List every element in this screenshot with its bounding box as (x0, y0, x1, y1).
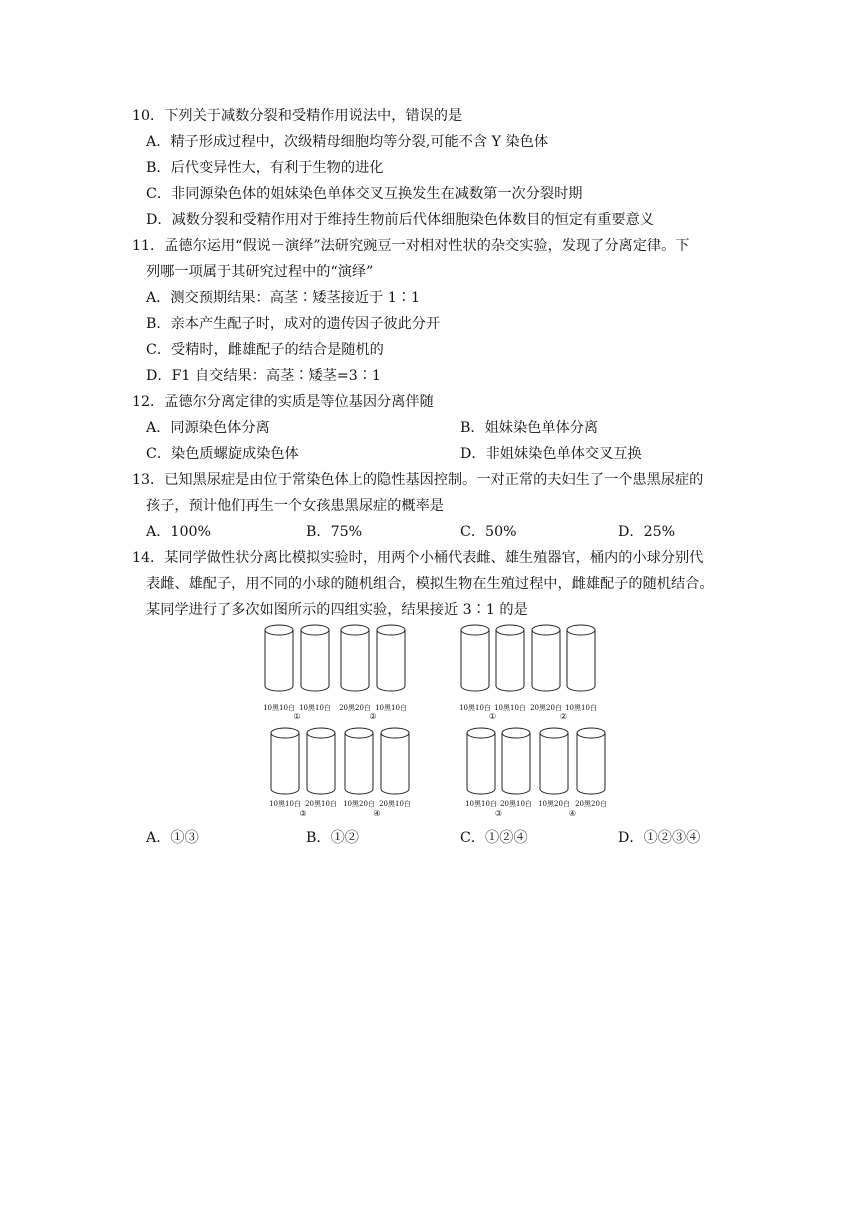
q11-option-c: C．受精时，雌雄配子的结合是随机的 (146, 342, 384, 358)
bucket-left-bottom-3 (345, 728, 373, 794)
bucket-right-top-4 (567, 625, 595, 691)
q12-option-d: D．非姐妹染色单体交叉互换 (460, 446, 642, 462)
group-label-right-4: ④ (568, 809, 577, 818)
bucket-figure (255, 620, 615, 825)
bucket-label-left-top-4: 10黑10白 (375, 704, 407, 712)
group-label-right-1: ① (488, 712, 497, 721)
bucket-right-bottom-4 (577, 728, 605, 794)
q10-option-b: B．后代变异性大，有利于生物的进化 (146, 160, 384, 176)
q11-option-d: D．F1 自交结果：高茎∶矮茎=3∶1 (146, 368, 381, 384)
bucket-left-top-2 (301, 625, 329, 691)
bucket-label-left-bottom-1: 10黑10白 (269, 800, 301, 808)
bucket-right-bottom-2 (502, 728, 530, 794)
bucket-figure-svg (255, 620, 615, 825)
q14-option-c: C．①②④ (460, 830, 528, 846)
q14-stem-line2: 表雌、雄配子，用不同的小球的随机组合，模拟生物在生殖过程中，雌雄配子的随机结合。 (146, 576, 714, 592)
bucket-right-top-1 (461, 625, 489, 691)
q10-stem: 10．下列关于减数分裂和受精作用说法中，错误的是 (132, 108, 463, 124)
bucket-label-right-bottom-1: 10黑10白 (465, 800, 497, 808)
bucket-label-left-bottom-3: 10黑20白 (343, 800, 375, 808)
bucket-label-right-top-1: 10黑10白 (459, 704, 491, 712)
bucket-left-bottom-1 (271, 728, 299, 794)
bucket-label-left-top-3: 20黑20白 (339, 704, 371, 712)
bucket-right-bottom-1 (467, 728, 495, 794)
q12-stem: 12．孟德尔分离定律的实质是等位基因分离伴随 (132, 394, 434, 410)
group-label-left-1: ① (293, 712, 301, 721)
bucket-left-top-1 (265, 625, 293, 691)
bucket-label-right-top-4: 10黑10白 (565, 704, 597, 712)
q10-option-d: D．减数分裂和受精作用对于维持生物前后代体细胞染色体数目的恒定有重要意义 (146, 212, 654, 228)
bucket-right-top-3 (532, 625, 560, 691)
q13-stem-line2: 孩子，预计他们再生一个女孩患黑尿症的概率是 (146, 498, 444, 514)
q14-option-d: D．①②③④ (618, 830, 701, 846)
bucket-right-top-2 (496, 625, 524, 691)
group-label-right-2: ② (559, 712, 568, 721)
bucket-label-left-bottom-4: 20黑10白 (379, 800, 411, 808)
bucket-label-left-top-2: 10黑10白 (299, 704, 331, 712)
q13-option-c: C．50% (460, 524, 517, 540)
bucket-label-right-bottom-3: 10黑20白 (538, 800, 570, 808)
q13-stem-line1: 13．已知黑尿症是由位于常染色体上的隐性基因控制。一对正常的夫妇生了一个患黑尿症的 (132, 472, 704, 488)
bucket-left-top-3 (341, 625, 369, 691)
q10-option-c: C．非同源染色体的姐妹染色单体交叉互换发生在减数第一次分裂时期 (146, 186, 583, 202)
q11-stem-line2: 列哪一项属于其研究过程中的“演绎” (146, 264, 374, 280)
bucket-label-right-bottom-2: 20黑10白 (500, 800, 532, 808)
q14-option-b: B．①② (306, 830, 359, 846)
q12-option-a: A．同源染色体分离 (146, 420, 270, 436)
group-label-left-4: ④ (373, 809, 381, 818)
q11-option-b: B．亲本产生配子时，成对的遗传因子彼此分开 (146, 316, 441, 332)
bucket-left-bottom-2 (307, 728, 335, 794)
q12-option-b: B．姐妹染色单体分离 (460, 420, 599, 436)
q14-stem-line1: 14．某同学做性状分离比模拟实验时，用两个小桶代表雌、雄生殖器官，桶内的小球分别代 (132, 550, 704, 566)
q13-option-a: A．100% (146, 524, 211, 540)
q10-option-a: A．精子形成过程中，次级精母细胞均等分裂,可能不含 Y 染色体 (146, 134, 549, 150)
bucket-label-left-bottom-2: 20黑10白 (305, 800, 337, 808)
q13-option-b: B．75% (306, 524, 363, 540)
bucket-label-right-top-3: 20黑20白 (530, 704, 562, 712)
q12-option-c: C．染色质螺旋成染色体 (146, 446, 299, 462)
group-label-left-3: ③ (299, 809, 307, 818)
bucket-label-right-bottom-4: 20黑20白 (575, 800, 607, 808)
bucket-label-left-top-1: 10黑10白 (263, 704, 295, 712)
q11-stem-line1: 11．孟德尔运用“假说－演绎”法研究豌豆一对相对性状的杂交实验，发现了分离定律。下 (132, 238, 690, 254)
q14-stem-line3: 某同学进行了多次如图所示的四组实验，结果接近 3∶1 的是 (146, 602, 528, 618)
bucket-left-top-4 (377, 625, 405, 691)
bucket-label-right-top-2: 10黑10白 (494, 704, 526, 712)
q14-option-a: A．①③ (146, 830, 199, 846)
bucket-right-bottom-3 (540, 728, 568, 794)
group-label-left-2: ② (369, 712, 377, 721)
q13-option-d: D．25% (618, 524, 676, 540)
q11-option-a: A．测交预期结果：高茎∶矮茎接近于 1∶1 (146, 290, 420, 306)
bucket-left-bottom-4 (381, 728, 409, 794)
group-label-right-3: ③ (494, 809, 503, 818)
